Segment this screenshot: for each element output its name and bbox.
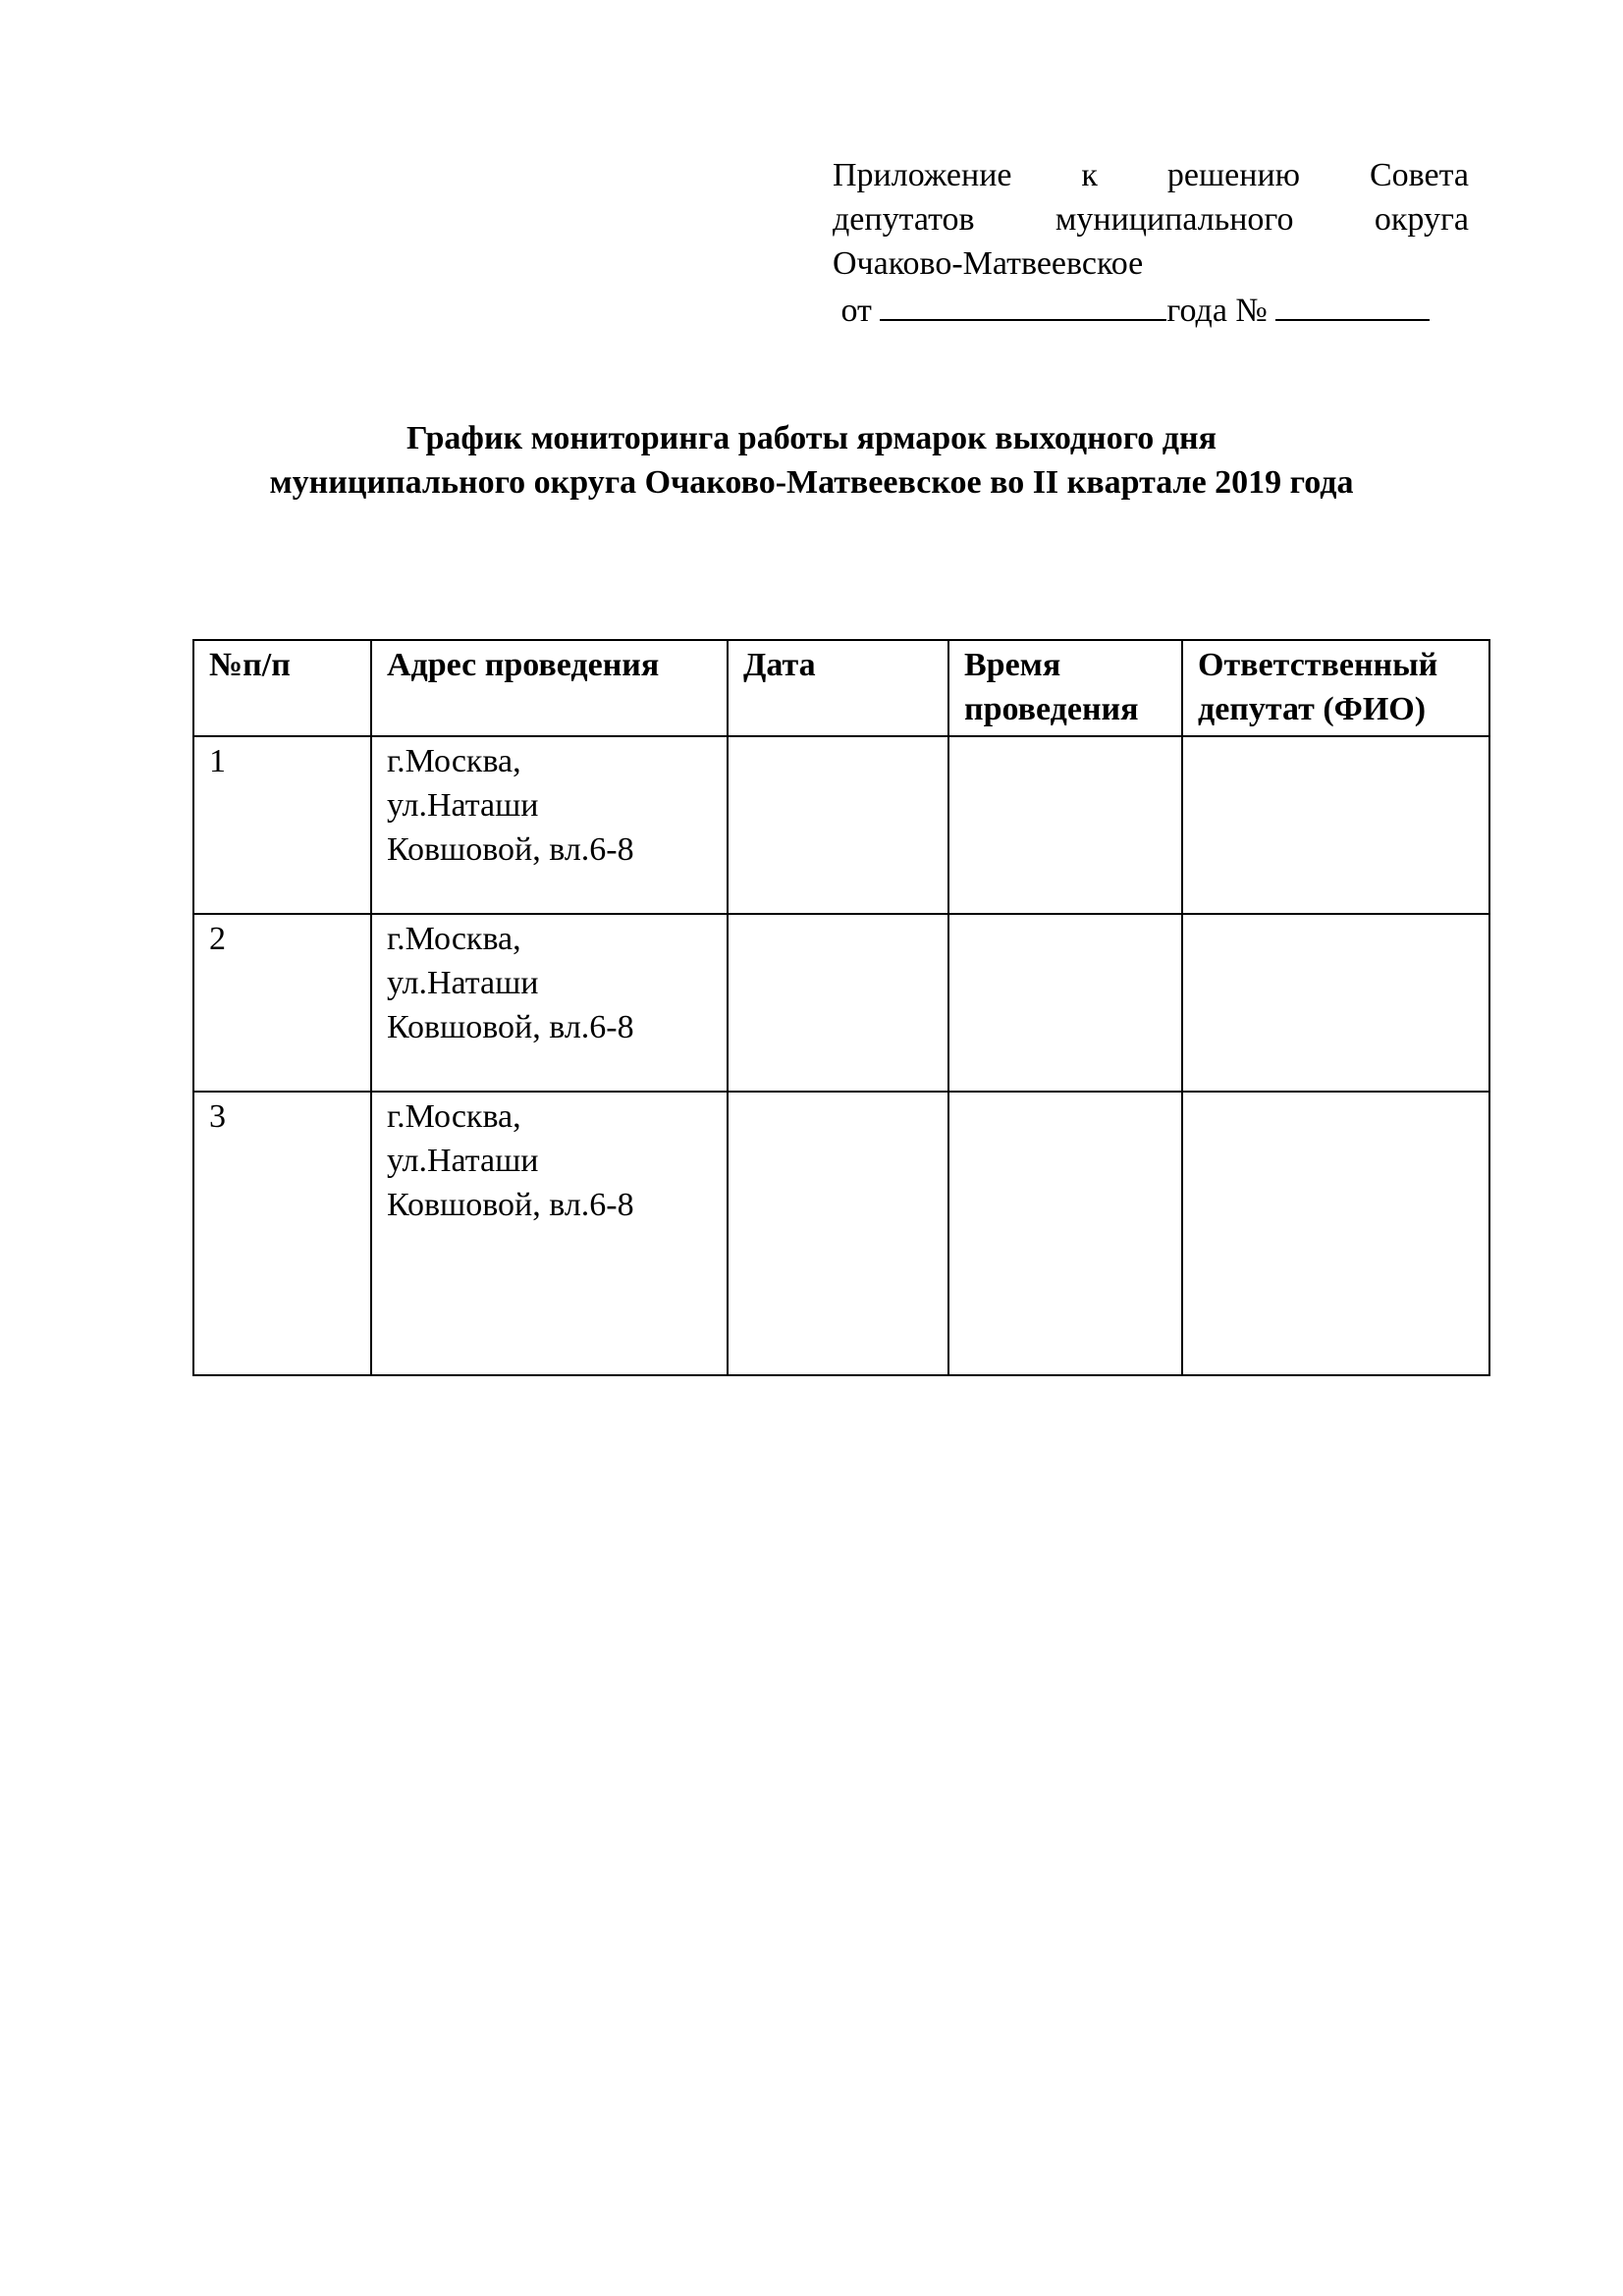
header-address: Адрес проведения — [371, 640, 728, 736]
table-row — [193, 736, 1489, 914]
address-line: ул.Наташи — [387, 1143, 539, 1179]
document-title — [147, 416, 1476, 505]
address-line: г.Москва, — [387, 1098, 521, 1135]
address-line: ул.Наташи — [387, 965, 539, 1001]
cell-num: 1 — [193, 736, 371, 914]
table-header-row — [193, 640, 1489, 736]
cell-date — [728, 1092, 948, 1375]
appendix-line-1: Приложение к решению Совета — [833, 157, 1469, 193]
cell-address — [371, 736, 728, 914]
appendix-line-3: Очаково-Матвеевское — [833, 245, 1144, 282]
cell-time — [948, 736, 1182, 914]
address-line: Ковшовой, вл.6-8 — [387, 831, 634, 868]
date-blank — [880, 286, 1166, 321]
header-time: Время проведения — [948, 640, 1182, 736]
cell-deputy — [1182, 914, 1489, 1092]
cell-num: 2 — [193, 914, 371, 1092]
cell-deputy — [1182, 1092, 1489, 1375]
cell-address — [371, 1092, 728, 1375]
address-line: Ковшовой, вл.6-8 — [387, 1187, 634, 1223]
table-row — [193, 914, 1489, 1092]
appendix-date-line — [833, 286, 1469, 333]
header-date: Дата — [728, 640, 948, 736]
date-middle: года № — [1166, 293, 1268, 329]
date-prefix: от — [840, 293, 872, 329]
address-line: Ковшовой, вл.6-8 — [387, 1009, 634, 1045]
cell-num: 3 — [193, 1092, 371, 1375]
header-num: №п/п — [193, 640, 371, 736]
cell-time — [948, 1092, 1182, 1375]
cell-date — [728, 736, 948, 914]
cell-address — [371, 914, 728, 1092]
address-line: г.Москва, — [387, 743, 521, 779]
address-line: г.Москва, — [387, 921, 521, 957]
number-blank — [1275, 286, 1430, 321]
address-line: ул.Наташи — [387, 787, 539, 824]
schedule-table — [192, 639, 1490, 1376]
header-deputy: Ответственный депутат (ФИО) — [1182, 640, 1489, 736]
cell-date — [728, 914, 948, 1092]
cell-deputy — [1182, 736, 1489, 914]
title-line-1: График мониторинга работы ярмарок выходного дня — [406, 420, 1217, 456]
appendix-line-2: депутатов муниципального округа — [833, 201, 1469, 238]
cell-time — [948, 914, 1182, 1092]
table-row — [193, 1092, 1489, 1375]
title-line-2: муниципального округа Очаково-Матвеевское во II квартале 2019 года — [269, 464, 1354, 501]
appendix-block — [833, 153, 1469, 333]
